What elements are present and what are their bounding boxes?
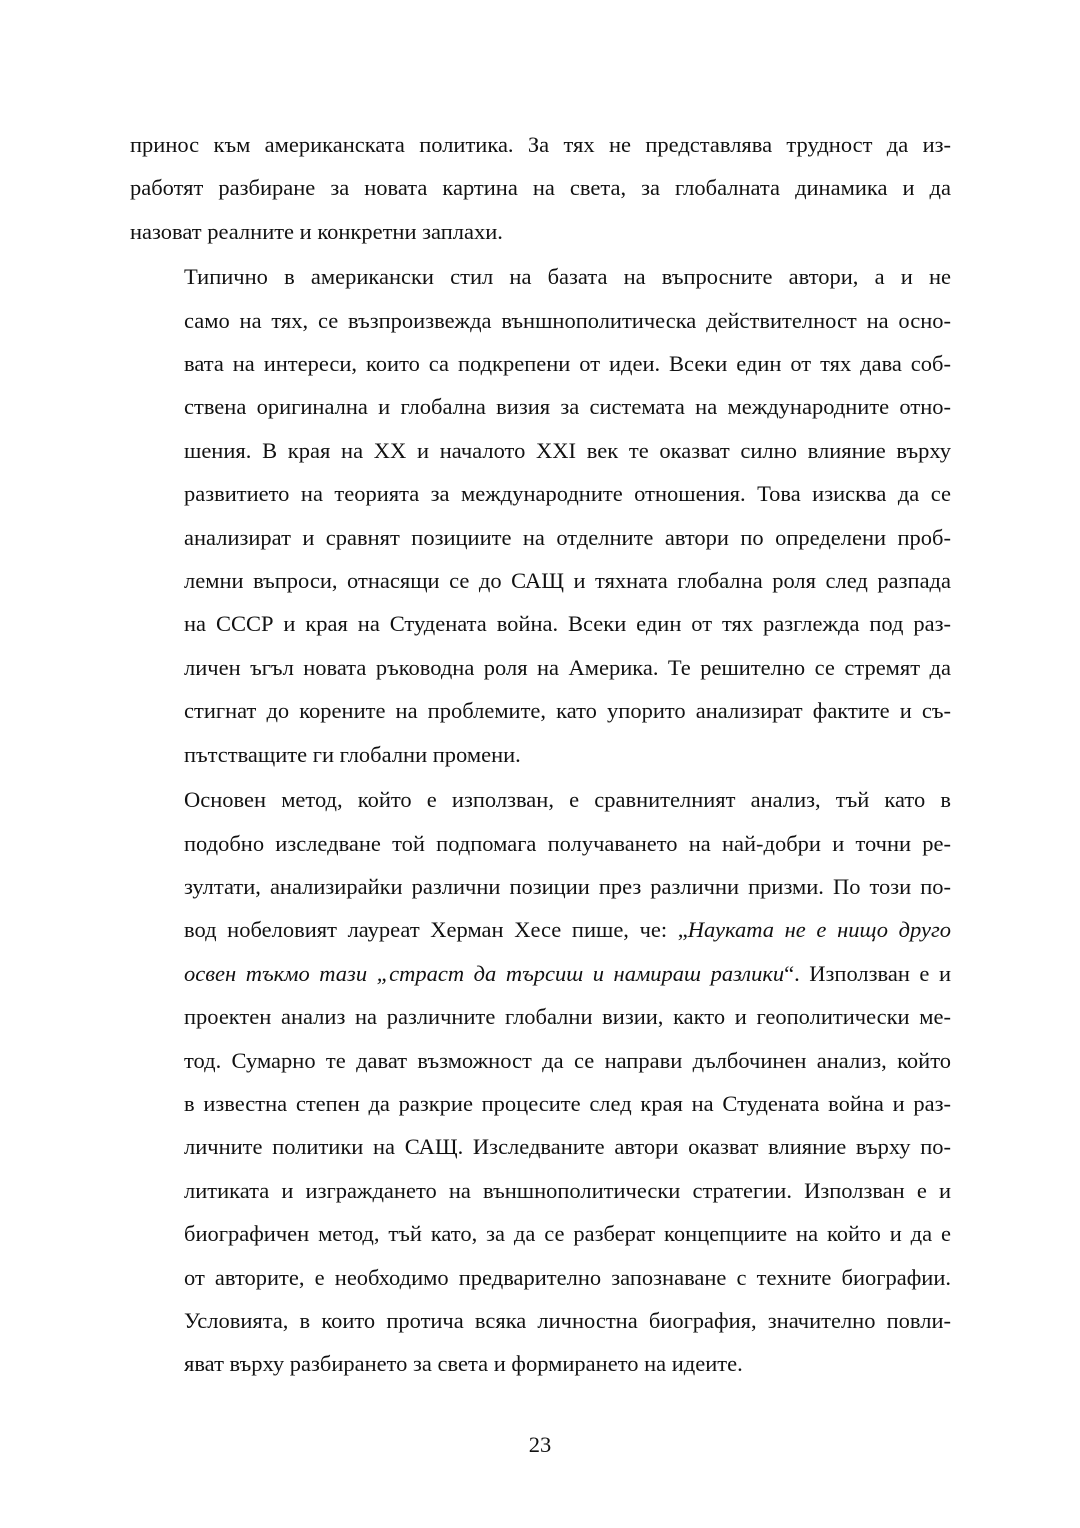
text-line: тод. Сумарно те дават възможност да се направи дълбочинен анализ, който	[184, 1047, 951, 1073]
paragraph-3	[130, 778, 951, 1386]
text-line: личен ъгъл новата ръководна роля на Америка. Те решително се стремят да	[184, 654, 951, 680]
text-line: подобно изследване той подпомага получаването на най-добри и точни ре-	[184, 830, 951, 856]
text-line: в известна степен да разкрие процесите след края на Студената война и раз-	[184, 1090, 951, 1116]
text-line: Условията, в които протича всяка личностна биография, значително повли-	[184, 1307, 951, 1333]
text-line: яват върху разбирането за света и формирането на идеите.	[184, 1351, 743, 1377]
text-line: стигнат до корените на проблемите, като упорито анализират фактите и съ-	[184, 698, 951, 724]
paragraph-1	[130, 123, 951, 253]
text-line: вата на интереси, които са подкрепени от идеи. Всеки един от тях дава соб-	[184, 351, 951, 377]
text-line: литиката и изграждането на външнополитически стратегии. Използван е и	[184, 1177, 951, 1203]
text-line: Основен метод, който е използван, е сравнителният анализ, тъй като в	[184, 787, 951, 813]
text-line: анализират и сравнят позициите на отделните автори по определени проб-	[184, 524, 951, 550]
text-line: развитието на теорията за международните отношения. Това изисква да се	[184, 481, 951, 507]
text-line: от авторите, е необходимо предварително запознаване с техните биографии.	[184, 1264, 951, 1290]
text-line: ствена оригинална и глобална визия за системата на международните отно-	[184, 394, 951, 420]
text-line: пътстващите ги глобални промени.	[184, 741, 521, 767]
text-segment: вод нобеловият лауреат Херман Хесе пише, че: „	[184, 917, 688, 943]
text-line: проектен анализ на различните глобални визии, както и геополитически ме-	[184, 1004, 951, 1030]
text-line	[130, 908, 951, 951]
text-line: само на тях, се възпроизвежда външнополитическа действителност на осно-	[184, 307, 951, 333]
text-line: Типично в американски стил на базата на въпросните автори, а и не	[184, 264, 951, 290]
text-line: принос към американската политика. За тях не представлява трудност да из-	[130, 132, 951, 157]
paragraph-2	[130, 255, 951, 776]
text-segment: “. Използван е и	[784, 960, 951, 986]
italic-quote: Науката не е нищо друго	[687, 917, 951, 943]
text-line: назоват реалните и конкретни заплахи.	[130, 218, 503, 244]
text-line: работят разбиране за новата картина на света, за глобалната динамика и да	[130, 175, 951, 201]
body-text	[130, 123, 951, 1386]
page-number: 23	[528, 1432, 552, 1457]
italic-quote: освен тъкмо тази „страст да търсиш и намираш разлики	[184, 960, 785, 986]
text-line: личните политики на САЩ. Изследваните автори оказват влияние върху по-	[184, 1134, 951, 1160]
text-line: зултати, анализирайки различни позиции през различни призми. По този по-	[184, 873, 951, 899]
text-line: лемни въпроси, отнасящи се до САЩ и тяхната глобална роля след разпада	[184, 568, 951, 594]
text-line: на СССР и края на Студената война. Всеки един от тях разглежда под раз-	[184, 611, 951, 637]
text-line: биографичен метод, тъй като, за да се разберат концепциите на който и да е	[184, 1221, 951, 1247]
text-line	[130, 952, 951, 995]
text-line: шения. В края на XX и началото XXI век те оказват силно влияние върху	[184, 437, 951, 463]
